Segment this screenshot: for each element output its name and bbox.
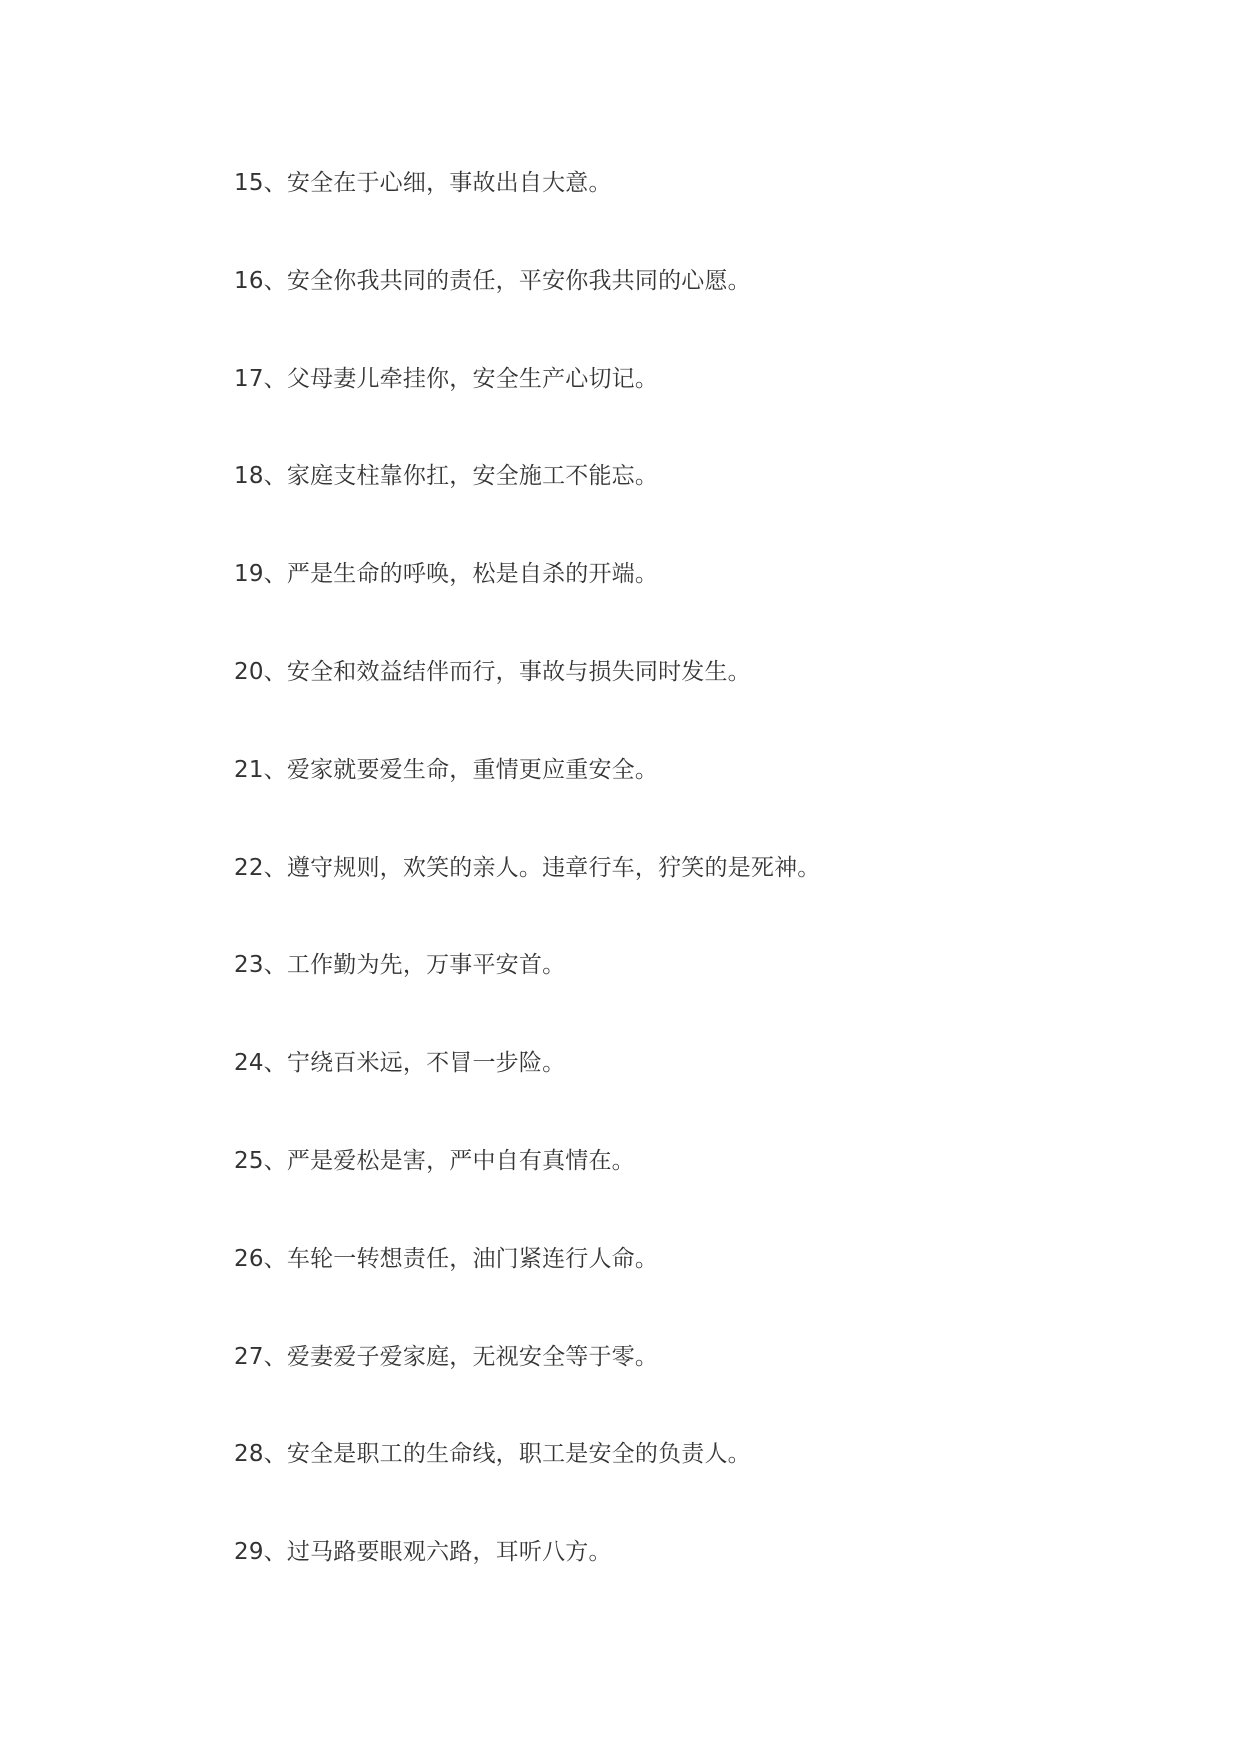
slogan-line: 18、家庭支柱靠你扛，安全施工不能忘。: [234, 463, 659, 490]
slogan-line: 29、过马路要眼观六路，耳听八方。: [234, 1539, 612, 1566]
slogan-line: 17、父母妻儿牵挂你，安全生产心切记。: [234, 365, 659, 392]
slogan-line: 20、安全和效益结伴而行，事故与损失同时发生。: [234, 658, 751, 685]
slogan-line: 15、安全在于心细，事故出自大意。: [234, 170, 612, 196]
slogan-line: 19、严是生命的呼唤，松是自杀的开端。: [234, 561, 659, 588]
slogan-line: 25、严是爱松是害，严中自有真情在。: [234, 1147, 635, 1174]
slogan-line: 22、遵守规则，欢笑的亲人。违章行车，狞笑的是死神。: [234, 854, 821, 881]
slogan-list: [234, 168, 820, 1635]
slogan-line: 16、安全你我共同的责任，平安你我共同的心愿。: [234, 267, 751, 294]
slogan-line: 28、安全是职工的生命线，职工是安全的负责人。: [234, 1441, 751, 1468]
slogan-line: 23、工作勤为先，万事平安首。: [234, 952, 566, 979]
slogan-line: 26、车轮一转想责任，油门紧连行人命。: [234, 1245, 659, 1272]
slogan-line: 27、爱妻爱子爱家庭，无视安全等于零。: [234, 1343, 659, 1370]
slogan-line: 24、宁绕百米远，不冒一步险。: [234, 1050, 566, 1077]
slogan-line: 21、爱家就要爱生命，重情更应重安全。: [234, 756, 659, 783]
